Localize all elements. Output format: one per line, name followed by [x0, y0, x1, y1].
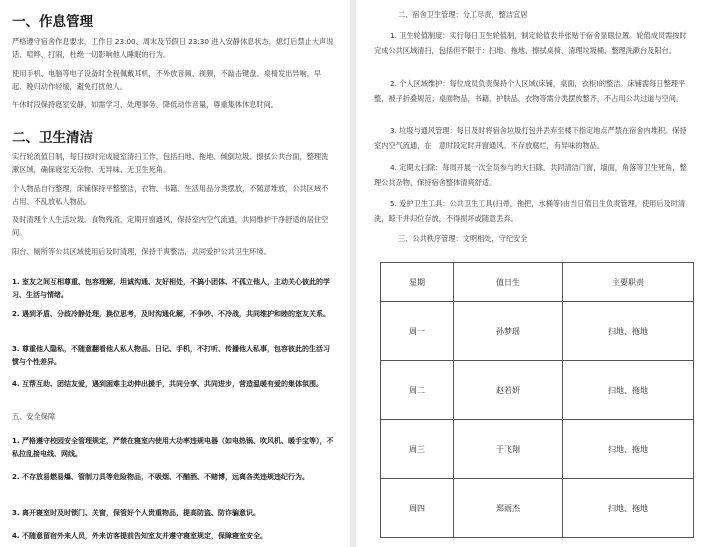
- relation-item: 3. 尊重他人隐私，不随意翻看他人私人物品、日记、手机，不打听、传播他人私事，包容彼此的生活习惯与个性差异。: [12, 345, 330, 366]
- paragraph: 及时清理个人生活垃圾、食物残渣，定期开窗通风，保持室内空气流通，共同维护干净舒适的居住空间。: [12, 215, 329, 237]
- paragraph: 使用手机、电脑等电子设备时全程佩戴耳机，不外放音频、视频，不敲击键盘、桌椅发出异响，早起、晚归动作轻缓，避免打扰他人。: [12, 69, 322, 91]
- table-row: [381, 361, 694, 420]
- section-title-hygiene: 二、卫生清洁: [12, 130, 93, 146]
- rule-item: 1. 卫生轮值制度：实行每日卫生轮值制，制定轮值表并张贴于宿舍显眼位置。轮值成员需按时完成公共区域清扫，包括但不限于：扫地、拖地、擦拭桌椅、清理垃圾桶、整理洗漱台及阳台。: [374, 31, 687, 55]
- table-cell: 周一: [381, 302, 454, 361]
- safety-item: 1. 严格遵守校园安全管理规定，严禁在寝室内使用大功率违规电器（如电热锅、吹风机、暖手宝等），不私拉乱接电线、网线。: [12, 437, 334, 458]
- table-cell: 周三: [381, 420, 454, 479]
- relation-item: 4. 互帮互助、团结友爱，遇到困难主动伸出援手，共同分享、共同进步，营造温暖有爱的集体氛围。: [12, 380, 323, 388]
- table-row: [381, 479, 694, 538]
- section-heading-order: 三、公共秩序管理：文明相处，守纪安全: [398, 234, 528, 243]
- section-title-schedule: 一、作息管理: [12, 14, 93, 30]
- table-row: [381, 302, 694, 361]
- table-cell: 周四: [381, 479, 454, 538]
- column-header: 星期: [381, 263, 454, 302]
- left-page: [0, 0, 350, 547]
- column-header: 值日生: [454, 263, 563, 302]
- table-cell: 于飞翔: [454, 420, 563, 479]
- table-cell: 扫地、拖地: [563, 479, 694, 538]
- table-cell: 周二: [381, 361, 454, 420]
- table-cell: 孙梦瑶: [454, 302, 563, 361]
- table-cell: 赵若妍: [454, 361, 563, 420]
- table-cell: 扫地、拖地: [563, 302, 694, 361]
- safety-item: 3. 离开寝室时及时锁门、关窗，保管好个人贵重物品，提高防盗、防诈骗意识。: [12, 509, 260, 517]
- safety-item: 2. 不存放易燃易爆、管制刀具等危险物品，不吸烟、不酗酒、不赌博，远离各类违规违纪行为。: [12, 473, 309, 481]
- paragraph: 阳台、厕所等公共区域使用后及时清理，保持干爽整洁，共同爱护公共卫生环境。: [12, 247, 271, 256]
- paragraph: 实行轮流值日制，每日按时完成寝室清扫工作，包括扫地、拖地、倾倒垃圾、擦拭公共台面，整理洗漱区域，确保寝室无杂物、无异味、无卫生死角。: [12, 152, 329, 174]
- rule-item: 4. 定期大扫除：每周开展一次全员参与的大扫除，共同清洁门窗，墙面，角落等卫生死角，整理公共杂物，保持宿舍整体清爽舒适。: [374, 163, 687, 187]
- rule-item: 5. 爱护卫生工具：公共卫生工具(扫帚，拖把，水桶等)由当日值日生负责管理，使用后及时清洗，晾干并归位存放，不得损坏或随意丢弃。: [374, 199, 686, 223]
- right-page: [356, 0, 710, 547]
- rule-item: 3. 垃圾与通风管理：每日及时将宿舍垃圾打包并丢弃至楼下指定地点严禁在宿舍内堆积。保持室内空气流通，在 意时段定时开窗通风。不存放腐烂，有异味的物品。: [374, 126, 687, 150]
- table-cell: 扫地、拖地: [563, 361, 694, 420]
- safety-item: 4. 不随意留宿外来人员，外来访客提前告知室友并遵守寝室规定，保障寝室安全。: [12, 532, 267, 540]
- section-title-safety: 五、安全保障: [12, 412, 56, 421]
- duty-roster-table: [380, 262, 694, 538]
- table-row: [381, 420, 694, 479]
- paragraph: 个人物品自行整理，床铺保持平整整洁，衣物、书籍、生活用品分类摆放，不随意堆放，公共区域不占用、不乱放私人物品。: [12, 184, 329, 206]
- column-header: 主要职责: [563, 263, 694, 302]
- relation-item: 2. 遇到矛盾、分歧冷静处理，换位思考，及时沟通化解，不争吵、不冷战，共同维护和睦的室友关系。: [12, 310, 330, 318]
- table-cell: 扫地、拖地: [563, 420, 694, 479]
- table-cell: 郑雨杰: [454, 479, 563, 538]
- section-heading-hygiene: 二、宿舍卫生管理：分工尽责，整洁宜居: [398, 10, 528, 19]
- rule-item: 2. 个人区域维护：每位成员负责保持个人区域(床铺，桌面，衣柜)的整洁。床铺需每日整理平整，被子折叠规范；桌面物品，书籍，护肤品，衣物等需分类摆放整齐，不占用公共过道与空间。: [374, 79, 686, 103]
- paragraph: 午休时段保持寝室安静，如需学习、处理事务，降低动作音量，尊重集体休息时间。: [12, 100, 278, 109]
- paragraph: 严格遵守宿舍作息要求，工作日 23:00、周末及节假日 23:30 进入安静休息状态，熄灯后禁止大声说话、喧哗、打闹，杜绝一切影响他人睡眠的行为。: [12, 37, 334, 59]
- relation-item: 1. 室友之间互相尊重、包容理解，坦诚沟通、友好相处，不搞小团体、不孤立他人，主动关心彼此的学习、生活与情绪。: [12, 278, 330, 299]
- table-header-row: [381, 263, 694, 302]
